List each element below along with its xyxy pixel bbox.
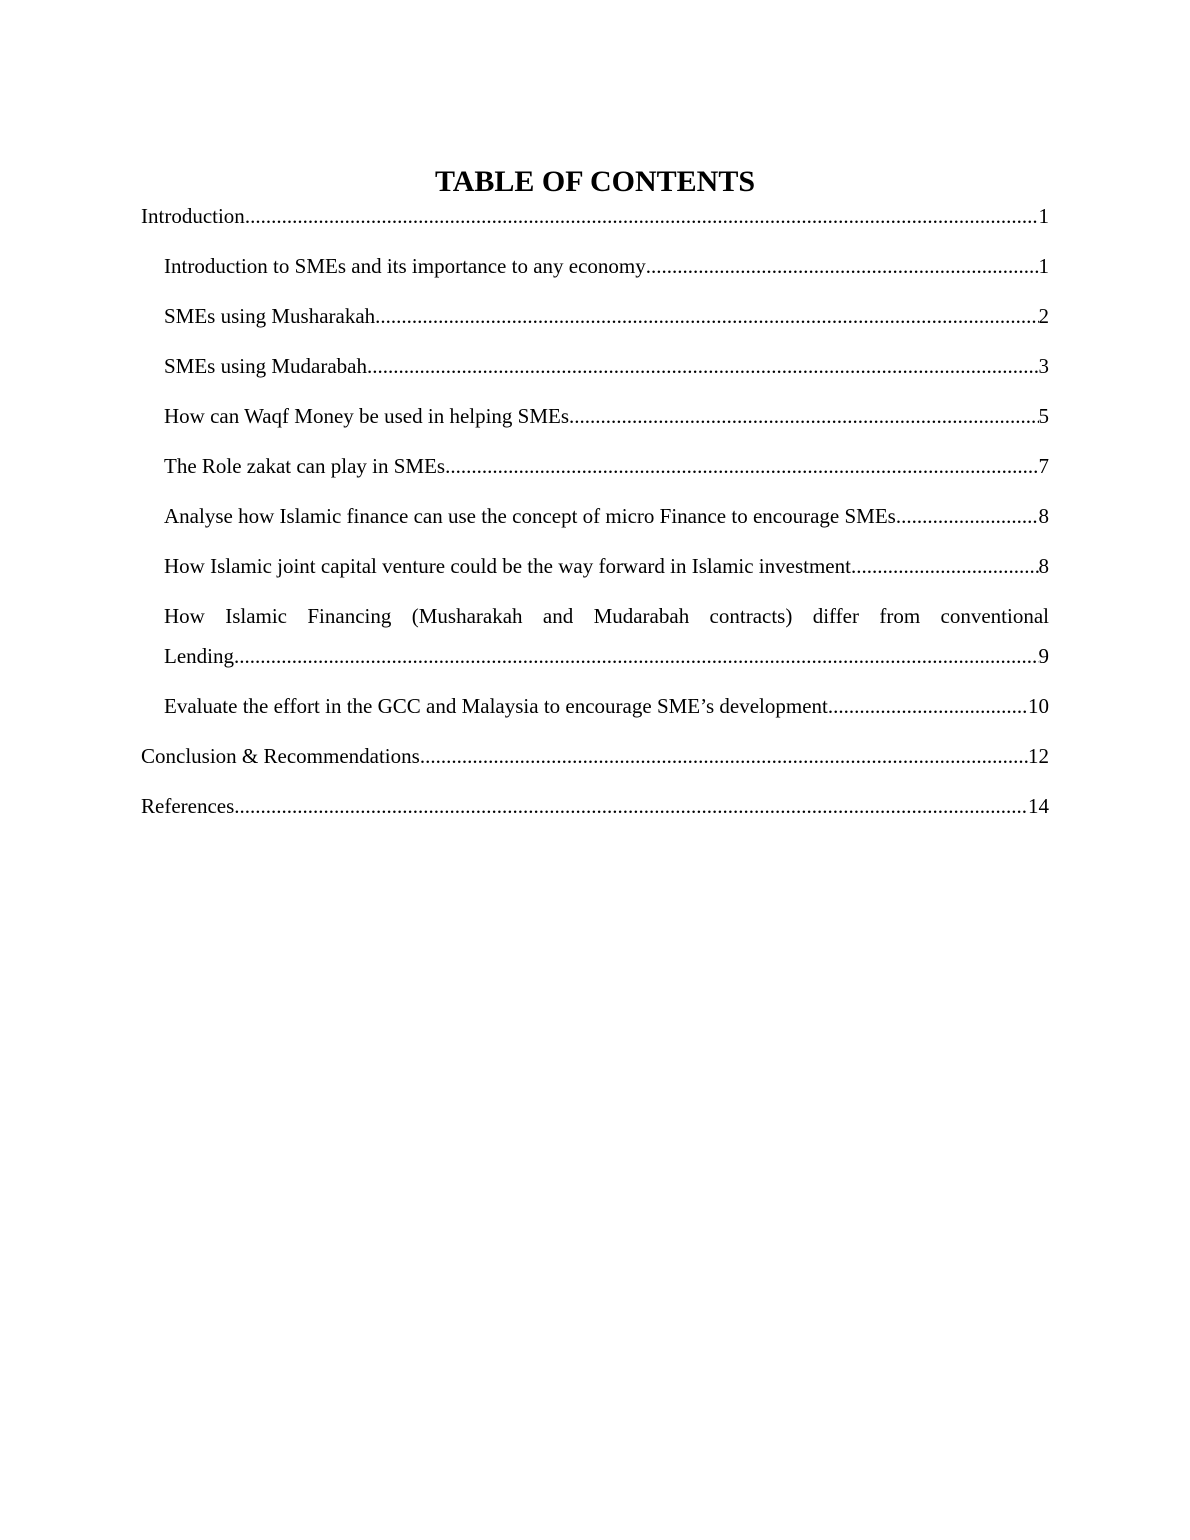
toc-entry-text: SMEs using Musharakah [164, 304, 376, 328]
toc-page-number: 10 [1028, 694, 1049, 718]
toc-entry-text-line-1: How Islamic Financing (Musharakah and Mudarabah contracts) differ from conventional [164, 604, 1049, 628]
toc-entry-text: Conclusion & Recommendations [141, 744, 420, 768]
toc-entry-musharakah[interactable] [141, 296, 1049, 336]
toc-entry-text-line-2: Lending [164, 644, 234, 668]
toc-page-number: 5 [1038, 404, 1049, 428]
toc-entry-conclusion[interactable] [141, 736, 1049, 776]
toc-leader-dots [646, 246, 1039, 286]
toc-entry-text: The Role zakat can play in SMEs [164, 454, 446, 478]
toc-leader-dots [234, 786, 1028, 826]
toc-leader-dots [375, 296, 1038, 336]
toc-entry-smes-importance[interactable] [141, 246, 1049, 286]
toc-page-number: 14 [1028, 794, 1049, 818]
toc-page-number: 8 [1038, 504, 1049, 528]
toc-page-number: 1 [1038, 204, 1049, 228]
toc-list [141, 196, 1049, 836]
toc-page-number: 1 [1038, 254, 1049, 278]
toc-entry-micro-finance[interactable] [141, 496, 1049, 536]
toc-entry-line-2 [164, 636, 1049, 676]
toc-entry-text: Analyse how Islamic finance can use the concept of micro Finance to encourage SMEs [164, 504, 896, 528]
toc-entry-text: Introduction to SMEs and its importance to any economy [164, 254, 646, 278]
toc-entry-text: References [141, 794, 235, 818]
toc-leader-dots [445, 446, 1038, 486]
toc-page-number: 7 [1038, 454, 1049, 478]
toc-page-number: 2 [1038, 304, 1049, 328]
toc-entry-text: How Islamic joint capital venture could be the way forward in Islamic investment [164, 554, 851, 578]
toc-entry-gcc-malaysia[interactable] [141, 686, 1049, 726]
toc-entry-waqf[interactable] [141, 396, 1049, 436]
toc-leader-dots [245, 196, 1039, 236]
toc-page-number: 3 [1038, 354, 1049, 378]
toc-entry-joint-venture[interactable] [141, 546, 1049, 586]
toc-entry-introduction[interactable] [141, 196, 1049, 236]
toc-entry-references[interactable] [141, 786, 1049, 826]
toc-leader-dots [367, 346, 1039, 386]
toc-entry-text: SMEs using Mudarabah [164, 354, 367, 378]
toc-entry-financing-vs-lending[interactable] [141, 596, 1049, 676]
toc-entry-text: Evaluate the effort in the GCC and Malaysia to encourage SME’s development [164, 694, 828, 718]
toc-leader-dots [420, 736, 1028, 776]
toc-entry-text: Introduction [141, 204, 245, 228]
toc-entry-text: How can Waqf Money be used in helping SMEs [164, 404, 570, 428]
toc-entry-mudarabah[interactable] [141, 346, 1049, 386]
toc-page-number: 12 [1028, 744, 1049, 768]
toc-leader-dots [569, 396, 1038, 436]
toc-page-number: 8 [1038, 554, 1049, 578]
toc-page-number: 9 [1038, 644, 1049, 668]
toc-leader-dots [234, 636, 1039, 676]
toc-entry-zakat[interactable] [141, 446, 1049, 486]
toc-leader-dots [828, 686, 1028, 726]
toc-leader-dots [896, 496, 1039, 536]
toc-leader-dots [851, 546, 1039, 586]
toc-title: TABLE OF CONTENTS [434, 165, 756, 198]
